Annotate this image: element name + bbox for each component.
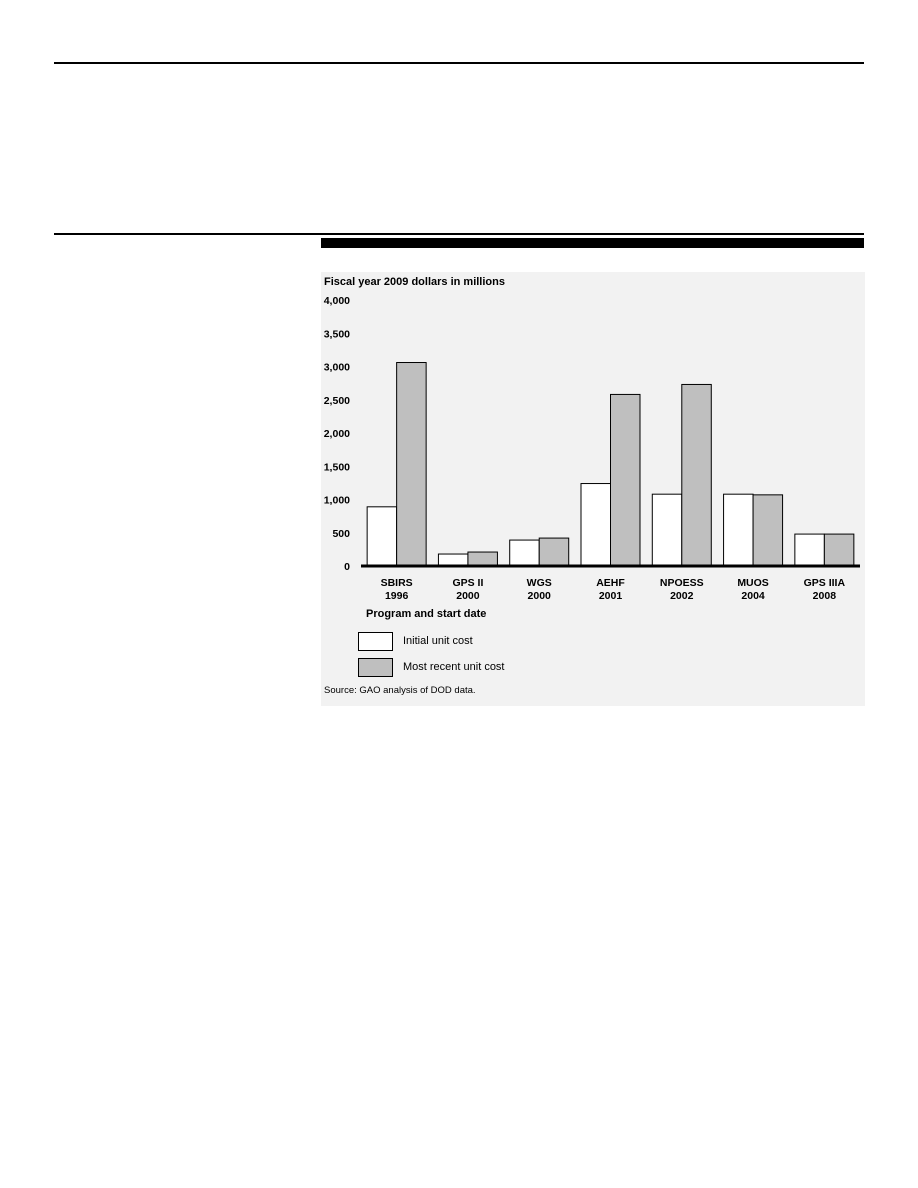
figure-header-bar (321, 238, 864, 248)
y-tick-label: 0 (344, 561, 350, 573)
bar-chart (321, 272, 865, 632)
legend-label-initial: Initial unit cost (403, 635, 473, 647)
x-axis-title: Program and start date (366, 608, 487, 620)
chart-panel (321, 272, 865, 706)
x-tick-year: 2004 (741, 590, 765, 602)
legend-swatch-initial (358, 632, 393, 651)
x-tick-label: MUOS (737, 577, 769, 589)
bar-recent-muos (753, 495, 783, 566)
x-tick-label: AEHF (596, 577, 625, 589)
x-tick-year: 1996 (384, 590, 409, 602)
top-rule (54, 62, 864, 64)
bar-recent-gps-ii (468, 552, 498, 566)
y-tick-label: 2,000 (323, 428, 350, 440)
x-tick-year: 2001 (598, 590, 623, 602)
x-tick-label: NPOESS (659, 577, 704, 589)
y-tick-label: 3,000 (323, 361, 350, 374)
bar-recent-npoess (682, 384, 712, 566)
y-tick-label: 2,500 (323, 394, 350, 407)
bar-initial-gps-ii (438, 554, 468, 566)
bar-recent-gps-iiia (824, 534, 854, 566)
y-tick-label: 4,000 (323, 295, 350, 307)
source-note: Source: GAO analysis of DOD data. (324, 685, 476, 696)
legend-label-recent: Most recent unit cost (403, 661, 505, 673)
bar-initial-wgs (510, 540, 540, 566)
y-tick-label: 500 (332, 527, 350, 540)
x-tick-year: 2000 (456, 590, 480, 602)
legend-swatch-recent (358, 658, 393, 677)
bar-initial-npoess (652, 494, 682, 566)
x-tick-year: 2002 (670, 590, 694, 602)
bar-recent-aehf (611, 394, 641, 566)
x-tick-label: GPS IIIA (803, 577, 846, 589)
x-tick-label: WGS (526, 577, 552, 589)
x-tick-label: SBIRS (380, 577, 413, 589)
y-tick-label: 1,500 (323, 461, 350, 474)
section-rule (54, 233, 864, 235)
bar-initial-aehf (581, 484, 611, 566)
bar-recent-sbirs (397, 363, 427, 566)
y-axis-title: Fiscal year 2009 dollars in millions (324, 276, 505, 288)
bar-recent-wgs (539, 538, 569, 566)
x-tick-year: 2000 (527, 590, 551, 602)
bar-initial-sbirs (367, 507, 397, 566)
bar-initial-muos (724, 494, 754, 566)
x-tick-year: 2008 (812, 590, 837, 602)
y-tick-label: 3,500 (323, 328, 350, 341)
y-tick-label: 1,000 (323, 494, 350, 507)
bar-initial-gps-iiia (795, 534, 825, 566)
x-tick-label: GPS II (452, 577, 484, 589)
